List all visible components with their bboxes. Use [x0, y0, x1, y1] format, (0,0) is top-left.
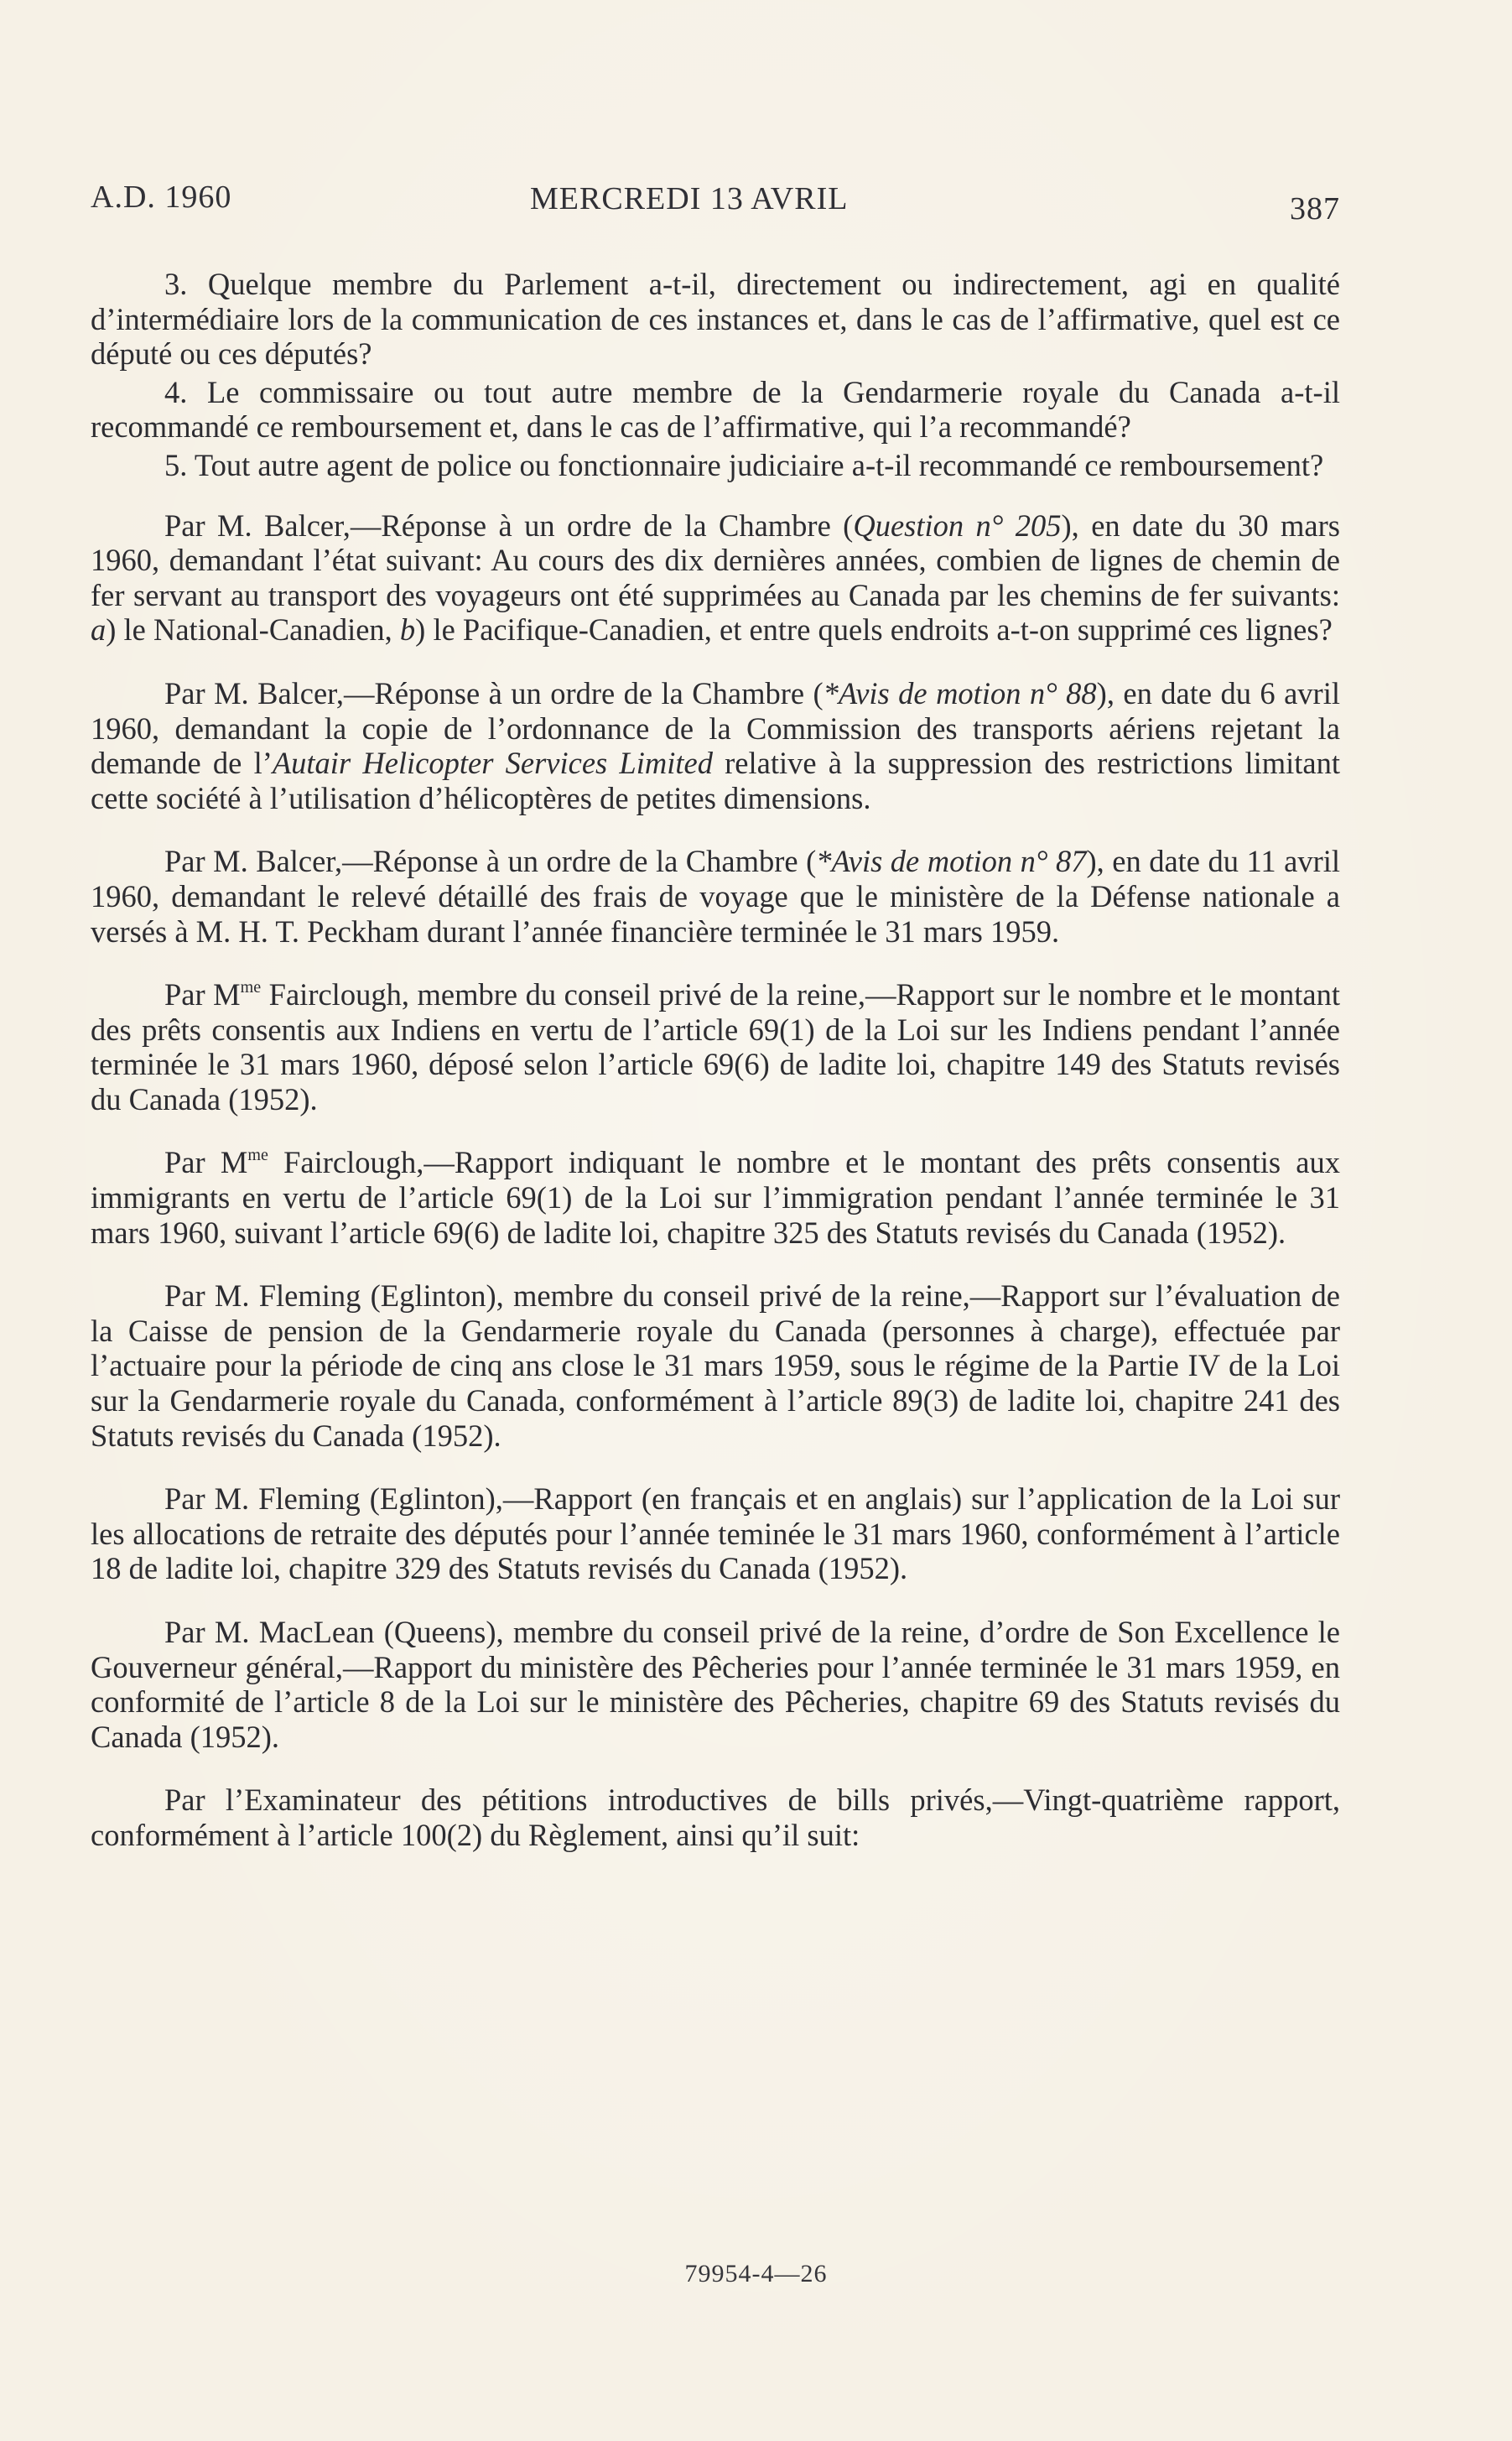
- paragraph-balcer-question-205: [91, 508, 1340, 648]
- page-header: [91, 179, 1340, 226]
- paragraph-lead: Par M: [164, 1145, 248, 1180]
- paragraph-balcer-motion-88: [91, 676, 1340, 815]
- paragraph-fleming-allocations: Par M. Fleming (Eglinton),—Rapport (en français et en anglais) sur l’application de la Loi sur les allocations de retraite des députés pour l’année teminée le 31 mars 1960, conformément à l’article 18 de ladite loi, chapitre 329 des Statuts revisés du Canada (1952).: [91, 1481, 1340, 1586]
- paragraph-lead: Par M. Balcer,—Réponse à un ordre de la Chambre (: [164, 675, 824, 710]
- motion-reference: *Avis de motion n° 88: [823, 675, 1097, 710]
- paragraph-text: Fairclough, membre du conseil privé de la reine,—Rapport sur le nombre et le montant des prêts consentis aux Indiens en vertu de l’article 69(1) de la Loi sur les Indiens pendant l’année terminée le 31 mars 1960, déposé selon l’article 69(6) de ladite loi, chapitre 149 des Statuts revisés du Canada (1952).: [91, 977, 1340, 1116]
- paragraph-examinateur: Par l’Examinateur des pétitions introductives de bills privés,—Vingt-quatrième rapport, conformément à l’article 100(2) du Règlement, ainsi qu’il suit:: [91, 1783, 1340, 1852]
- header-date: MERCREDI 13 AVRIL: [530, 181, 849, 216]
- header-year: A.D. 1960: [91, 180, 232, 215]
- paragraph-lead: Par M. Balcer,—Réponse à un ordre de la Chambre (: [164, 507, 854, 543]
- title-superscript: me: [240, 978, 262, 997]
- title-superscript: me: [247, 1146, 268, 1165]
- page-number: 387: [1290, 191, 1340, 226]
- question-4: 4. Le commissaire ou tout autre membre de la Gendarmerie royale du Canada a-t-il recommandé ce remboursement et, dans le cas de l’affirmative, qui l’a recommandé?: [91, 374, 1340, 445]
- paragraph-text: ), en date du 30 mars 1960, demandant l’état suivant: Au cours des dix dernières années, combien de lignes de chemin de fer servant au transport des voyageurs ont été supprimées au Canada par les chemins de fer suivants:: [91, 507, 1340, 612]
- paragraph-fairclough-immigrants: [91, 1145, 1340, 1250]
- paragraph-text-end: relative à la suppression des restrictions limitant cette société à l’utilisation d’hélicoptères de petites dimensions.: [91, 746, 1340, 815]
- question-5: 5. Tout autre agent de police ou fonctionnaire judiciaire a-t-il recommandé ce remboursement?: [164, 447, 1324, 482]
- company-name: Autair Helicopter Services Limited: [272, 746, 713, 781]
- paragraph-lead: Par M: [164, 977, 241, 1012]
- paragraph-lead: Par M. Balcer,—Réponse à un ordre de la Chambre (: [164, 844, 817, 879]
- question-reference: Question n° 205: [853, 507, 1062, 543]
- page-footer-code: 79954-4—26: [684, 2260, 828, 2287]
- paragraph-maclean-pecheries: Par M. MacLean (Queens), membre du conseil privé de la reine, d’ordre de Son Excellence le Gouverneur général,—Rapport du ministère des Pêcheries pour l’année terminée le 31 mars 1959, en conformité de l’article 8 de la Loi sur le ministère des Pêcheries, chapitre 69 des Statuts revisés du Canada (1952).: [91, 1615, 1340, 1754]
- paragraph-balcer-motion-87: [91, 844, 1340, 949]
- item-b-text: ) le Pacifique-Canadien, et entre quels endroits a-t-on supprimé ces lignes?: [415, 612, 1333, 648]
- paragraph-text: Fairclough,—Rapport indiquant le nombre et le montant des prêts consentis aux immigrants en vertu de l’article 69(1) de la Loi sur l’immigration pendant l’année terminée le 31 mars 1960, suivant l’article 69(6) de ladite loi, chapitre 325 des Statuts revisés du Canada (1952).: [91, 1145, 1340, 1250]
- paragraph-text: ), en date du 6 avril 1960, demandant la copie de l’ordonnance de la Commission des transports aériens rejetant la demande de l’: [91, 675, 1340, 781]
- question-3: 3. Quelque membre du Parlement a-t-il, directement ou indirectement, agi en qualité d’intermédiaire lors de la communication de ces instances et, dans le cas de l’affirmative, quel est ce député ou ces députés?: [91, 267, 1340, 372]
- paragraph-fleming-pension: Par M. Fleming (Eglinton), membre du conseil privé de la reine,—Rapport sur l’évaluation de la Caisse de pension de la Gendarmerie royale du Canada (personnes à charge), effectuée par l’actuaire pour la période de cinq ans close le 31 mars 1959, sous le régime de la Partie IV de la Loi sur la Gendarmerie royale du Canada, conformément à l’article 89(3) de ladite loi, chapitre 241 des Statuts revisés du Canada (1952).: [91, 1278, 1340, 1453]
- item-b-marker: b: [399, 612, 416, 648]
- paragraph-fairclough-indiens: [91, 977, 1340, 1116]
- paragraph-text: ), en date du 11 avril 1960, demandant le relevé détaillé des frais de voyage que le ministère de la Défense nationale a versés à M. H. T. Peckham durant l’année financière terminée le 31 mars 1959.: [91, 844, 1341, 949]
- motion-reference: *Avis de motion n° 87: [816, 844, 1087, 879]
- item-a-marker: a: [91, 612, 107, 648]
- item-a-text: ) le National-Canadien,: [106, 612, 400, 648]
- page-body: [91, 267, 1340, 1853]
